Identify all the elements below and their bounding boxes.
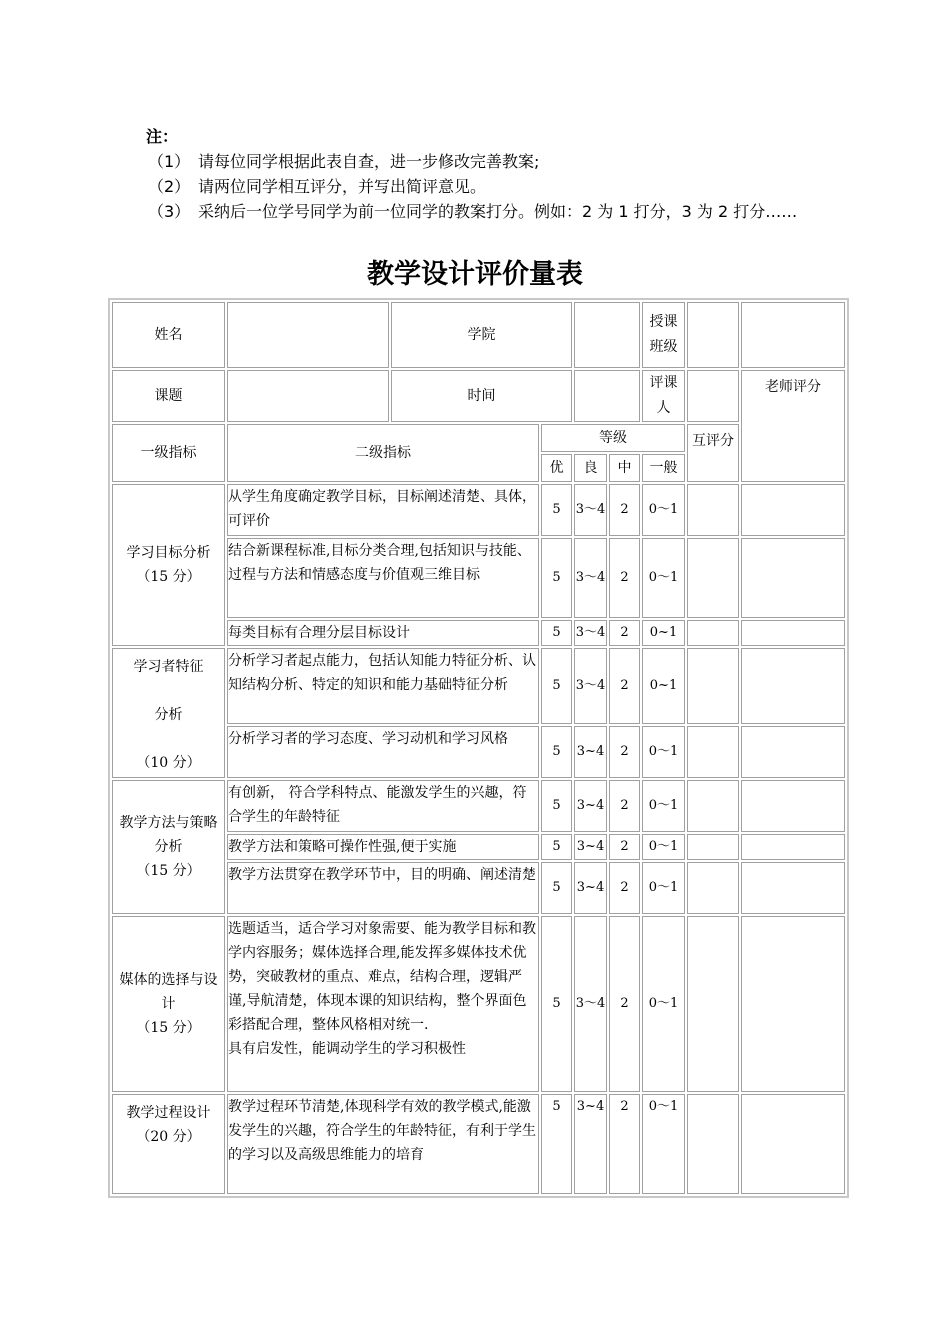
criteria-row xyxy=(112,916,845,1092)
peer-score-cell[interactable] xyxy=(687,862,739,914)
score-average: 2 xyxy=(609,916,640,1092)
topic-value-cell[interactable] xyxy=(227,370,389,422)
time-value-cell[interactable] xyxy=(574,370,640,422)
score-excellent: 5 xyxy=(541,1094,572,1194)
teacher-score-cell[interactable] xyxy=(741,538,845,618)
level2-indicator: 分析学习者起点能力，包括认知能力特征分析、认知结构分析、特定的知识和能力基础特征分析 xyxy=(227,648,539,724)
college-value-cell[interactable] xyxy=(574,302,640,368)
peer-score-cell[interactable] xyxy=(687,538,739,618)
score-good: 3～4 xyxy=(574,484,607,536)
note-text: 采纳后一位学号同学为前一位同学的教案打分。例如：2 为 1 打分，3 为 2 打分…… xyxy=(198,202,798,221)
note-item xyxy=(146,174,826,199)
score-excellent: 5 xyxy=(541,538,572,618)
criteria-row xyxy=(112,484,845,536)
grade-average: 中 xyxy=(609,454,640,482)
score-good: 3~4 xyxy=(574,834,607,860)
level2-indicator: 分析学习者的学习态度、学习动机和学习风格 xyxy=(227,726,539,778)
score-good: 3～4 xyxy=(574,916,607,1092)
score-good: 3～4 xyxy=(574,648,607,724)
peer-score-cell[interactable] xyxy=(687,834,739,860)
grade-general: 一般 xyxy=(642,454,685,482)
score-excellent: 5 xyxy=(541,834,572,860)
topic-label: 课题 xyxy=(112,370,225,422)
score-general: 0～1 xyxy=(642,780,685,832)
grade-good: 良 xyxy=(574,454,607,482)
score-average: 2 xyxy=(609,780,640,832)
grade-excellent: 优 xyxy=(541,454,572,482)
score-average: 2 xyxy=(609,538,640,618)
level2-indicator: 每类目标有合理分层目标设计 xyxy=(227,620,539,646)
class-value-cell[interactable] xyxy=(687,302,739,368)
peer-score-cell[interactable] xyxy=(687,1094,739,1194)
peer-score-cell[interactable] xyxy=(687,648,739,724)
level1-indicator: 教学方法与策略 分析 （15 分） xyxy=(112,780,225,914)
score-average: 2 xyxy=(609,862,640,914)
peer-score-cell[interactable] xyxy=(687,780,739,832)
score-general: 0～1 xyxy=(642,1094,685,1194)
notes-title: 注： xyxy=(146,127,179,146)
note-text: 请每位同学根据此表自查，进一步修改完善教案; xyxy=(198,152,540,171)
level2-header: 二级指标 xyxy=(227,424,539,482)
score-average: 2 xyxy=(609,834,640,860)
level2-indicator: 选题适当，适合学习对象需要、能为教学目标和教学内容服务；媒体选择合理,能发挥多媒体技术优势，突破教材的重点、难点，结构合理，逻辑严谨,导航清楚，体现本课的知识结构，整个界面色彩搭配合理，整体风格相对统一. 具有启发性，能调动学生的学习积极性 xyxy=(227,916,539,1092)
peer-score-header: 互评分 xyxy=(687,424,739,482)
score-general: 0～1 xyxy=(642,834,685,860)
level2-indicator: 教学方法和策略可操作性强,便于实施 xyxy=(227,834,539,860)
level1-indicator: 教学过程设计 （20 分） xyxy=(112,1094,225,1194)
class-label xyxy=(642,302,685,368)
score-general: 0～1 xyxy=(642,484,685,536)
level2-indicator: 结合新课程标准,目标分类合理,包括知识与技能、过程与方法和情感态度与价值观三维目标 xyxy=(227,538,539,618)
notes xyxy=(146,124,826,224)
score-good: 3～4 xyxy=(574,620,607,646)
score-average: 2 xyxy=(609,1094,640,1194)
score-general: 0～1 xyxy=(642,862,685,914)
level1-header: 一级指标 xyxy=(112,424,225,482)
peer-score-cell[interactable] xyxy=(687,620,739,646)
criteria-row xyxy=(112,1094,845,1194)
grade-header: 等级 xyxy=(541,424,685,452)
level1-indicator: 学习目标分析 （15 分） xyxy=(112,484,225,646)
college-label: 学院 xyxy=(391,302,572,368)
score-good: 3~4 xyxy=(574,862,607,914)
level1-indicator: 媒体的选择与设计 （15 分） xyxy=(112,916,225,1092)
score-good: 3~4 xyxy=(574,726,607,778)
evaluator-value-cell[interactable] xyxy=(687,370,739,422)
score-general: 0~1 xyxy=(642,620,685,646)
teacher-score-cell[interactable] xyxy=(741,834,845,860)
evaluator-label-text: 评课人 xyxy=(649,375,678,416)
peer-score-cell[interactable] xyxy=(687,726,739,778)
score-average: 2 xyxy=(609,648,640,724)
peer-score-cell[interactable] xyxy=(687,484,739,536)
teacher-score-cell[interactable] xyxy=(741,726,845,778)
note-text: 请两位同学相互评分，并写出简评意见。 xyxy=(198,177,487,196)
score-excellent: 5 xyxy=(541,726,572,778)
teacher-score-cell[interactable] xyxy=(741,484,845,536)
score-excellent: 5 xyxy=(541,620,572,646)
score-general: 0～1 xyxy=(642,916,685,1092)
score-average: 2 xyxy=(609,620,640,646)
note-number: （2） xyxy=(148,177,191,196)
note-item xyxy=(146,199,826,224)
score-average: 2 xyxy=(609,726,640,778)
score-good: 3~4 xyxy=(574,780,607,832)
note-item xyxy=(146,149,826,174)
note-number: （3） xyxy=(148,202,191,221)
teacher-score-cell[interactable] xyxy=(741,862,845,914)
teacher-score-cell[interactable] xyxy=(741,916,845,1092)
score-excellent: 5 xyxy=(541,484,572,536)
name-label: 姓名 xyxy=(112,302,225,368)
score-excellent: 5 xyxy=(541,916,572,1092)
name-value-cell[interactable] xyxy=(227,302,389,368)
score-general: 0～1 xyxy=(642,726,685,778)
note-number: （1） xyxy=(148,152,191,171)
criteria-row xyxy=(112,648,845,724)
evaluation-table xyxy=(108,298,849,1198)
score-good: 3～4 xyxy=(574,538,607,618)
score-excellent: 5 xyxy=(541,648,572,724)
level1-indicator: 学习者特征 分析 （10 分） xyxy=(112,648,225,778)
extra-cell[interactable] xyxy=(741,302,845,368)
score-general: 0～1 xyxy=(642,538,685,618)
criteria-row xyxy=(112,780,845,832)
score-general: 0~1 xyxy=(642,648,685,724)
class-label-text: 授课班级 xyxy=(649,314,678,355)
teacher-score-cell[interactable] xyxy=(741,780,845,832)
score-excellent: 5 xyxy=(541,780,572,832)
evaluator-label xyxy=(642,370,685,422)
score-average: 2 xyxy=(609,484,640,536)
level2-indicator: 教学过程环节清楚,体现科学有效的教学模式,能激发学生的兴趣，符合学生的年龄特征，有利于学生的学习以及高级思维能力的培育 xyxy=(227,1094,539,1194)
peer-score-cell[interactable] xyxy=(687,916,739,1092)
time-label: 时间 xyxy=(391,370,572,422)
level2-indicator: 有创新， 符合学科特点、能激发学生的兴趣，符合学生的年龄特征 xyxy=(227,780,539,832)
teacher-score-header: 老师评分 xyxy=(741,370,845,482)
teacher-score-cell[interactable] xyxy=(741,620,845,646)
score-good: 3~4 xyxy=(574,1094,607,1194)
score-excellent: 5 xyxy=(541,862,572,914)
teacher-score-cell[interactable] xyxy=(741,1094,845,1194)
level2-indicator: 从学生角度确定教学目标，目标阐述清楚、具体，可评价 xyxy=(227,484,539,536)
level2-indicator: 教学方法贯穿在教学环节中，目的明确、阐述清楚 xyxy=(227,862,539,914)
teacher-score-cell[interactable] xyxy=(741,648,845,724)
form-title: 教学设计评价量表 xyxy=(367,259,583,290)
